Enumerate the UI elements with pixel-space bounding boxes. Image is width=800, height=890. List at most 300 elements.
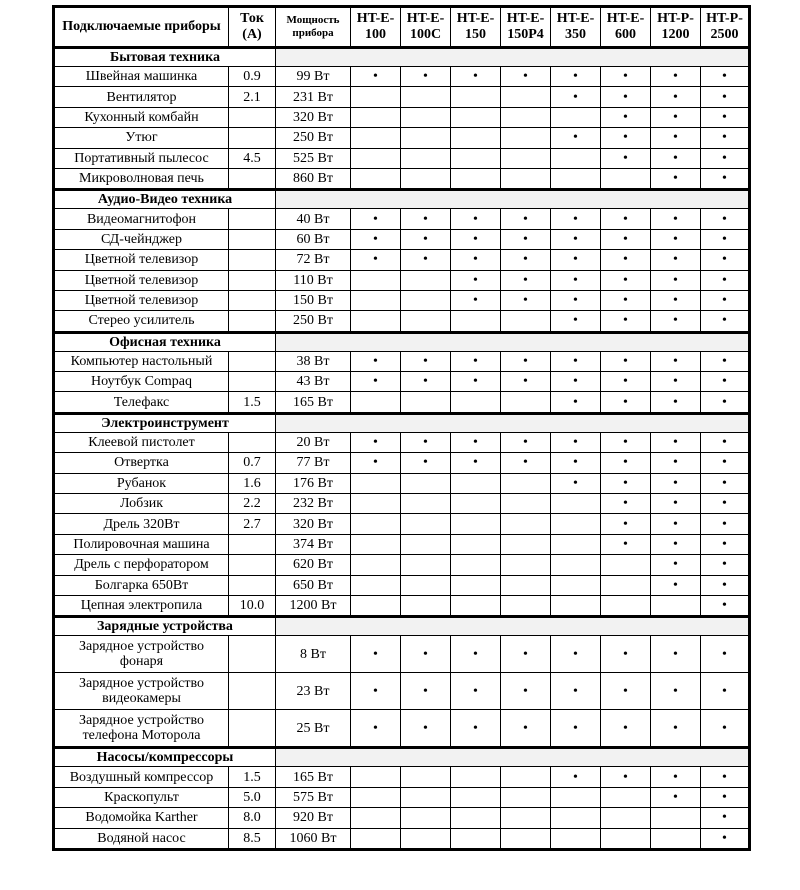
compat-cell-ht-e-350 [551,107,601,127]
compat-cell-ht-e-150 [451,107,501,127]
compat-cell-ht-e-100: • [351,67,401,87]
compat-cell-ht-e-150p4: • [501,67,551,87]
section-row [54,48,750,67]
compat-cell-ht-e-600: • [601,311,651,332]
current-value: 5.0 [229,787,276,807]
compat-cell-ht-e-350: • [551,67,601,87]
compat-cell-ht-p-2500: • [701,148,750,168]
current-value [229,128,276,148]
compat-cell-ht-p-2500: • [701,209,750,229]
device-name: Стерео усилитель [54,311,229,332]
compat-cell-ht-p-2500: • [701,250,750,270]
current-value: 0.9 [229,67,276,87]
compat-cell-ht-e-100: • [351,673,401,710]
compat-cell-ht-e-100 [351,595,401,616]
compat-cell-ht-e-150: • [451,290,501,310]
power-value: 25 Вт [276,710,351,748]
power-value: 20 Вт [276,432,351,452]
compat-cell-ht-e-100c: • [401,432,451,452]
compat-cell-ht-e-600 [601,808,651,828]
device-name: Краскопульт [54,787,229,807]
power-value: 110 Вт [276,270,351,290]
table-row [54,828,750,849]
current-value [229,432,276,452]
compat-cell-ht-e-350: • [551,351,601,371]
table-row [54,710,750,748]
compat-cell-ht-e-150 [451,311,501,332]
device-name: Цветной телевизор [54,250,229,270]
current-value: 8.0 [229,808,276,828]
compat-cell-ht-e-100c [401,808,451,828]
compat-cell-ht-e-100 [351,555,401,575]
compat-cell-ht-p-1200: • [651,148,701,168]
compat-cell-ht-e-150: • [451,372,501,392]
compat-cell-ht-e-150p4: • [501,453,551,473]
power-value: 99 Вт [276,67,351,87]
header-model-ht-e-100: HT-E- 100 [351,7,401,48]
compat-cell-ht-e-150p4: • [501,250,551,270]
current-value: 8.5 [229,828,276,849]
current-value: 2.1 [229,87,276,107]
compat-cell-ht-e-150p4 [501,494,551,514]
compat-cell-ht-e-600: • [601,270,651,290]
current-value: 2.2 [229,494,276,514]
table-row [54,168,750,189]
power-value: 8 Вт [276,636,351,673]
compat-cell-ht-e-150: • [451,636,501,673]
compat-cell-ht-e-350: • [551,128,601,148]
compat-cell-ht-p-1200 [651,808,701,828]
section-fill [276,748,750,767]
compat-cell-ht-e-100c [401,107,451,127]
compat-cell-ht-e-100 [351,87,401,107]
power-value: 165 Вт [276,767,351,787]
section-row [54,617,750,636]
section-title: Зарядные устройства [54,617,276,636]
compat-cell-ht-e-100 [351,128,401,148]
compat-cell-ht-e-100c [401,767,451,787]
compat-cell-ht-e-600: • [601,767,651,787]
power-value: 575 Вт [276,787,351,807]
section-fill [276,413,750,432]
compat-cell-ht-e-350: • [551,209,601,229]
power-value: 232 Вт [276,494,351,514]
device-name: Лобзик [54,494,229,514]
compat-cell-ht-e-100c: • [401,229,451,249]
compat-cell-ht-e-350 [551,148,601,168]
device-name: Вентилятор [54,87,229,107]
current-value: 2.7 [229,514,276,534]
compat-cell-ht-e-100 [351,148,401,168]
compat-cell-ht-p-1200: • [651,209,701,229]
current-value: 0.7 [229,453,276,473]
compat-cell-ht-p-1200: • [651,787,701,807]
section-row [54,332,750,351]
compat-cell-ht-p-2500: • [701,168,750,189]
current-value [229,555,276,575]
compat-cell-ht-p-2500: • [701,534,750,554]
compat-cell-ht-e-600: • [601,107,651,127]
compat-cell-ht-e-150: • [451,270,501,290]
compat-cell-ht-e-350: • [551,453,601,473]
device-name: Воздушный компрессор [54,767,229,787]
compat-cell-ht-p-2500: • [701,270,750,290]
device-name: Дрель 320Вт [54,514,229,534]
compat-cell-ht-e-150 [451,148,501,168]
compat-cell-ht-e-350: • [551,392,601,413]
compat-cell-ht-e-350 [551,555,601,575]
table-row [54,229,750,249]
compat-cell-ht-e-150p4: • [501,351,551,371]
compat-cell-ht-e-150p4: • [501,636,551,673]
compat-cell-ht-p-2500: • [701,87,750,107]
compat-cell-ht-e-100c [401,148,451,168]
header-current: Ток (А) [229,7,276,48]
compat-cell-ht-e-150 [451,828,501,849]
compat-cell-ht-p-2500: • [701,636,750,673]
compat-cell-ht-e-100c [401,595,451,616]
power-value: 23 Вт [276,673,351,710]
section-row [54,413,750,432]
compat-cell-ht-e-150 [451,534,501,554]
compat-cell-ht-e-600 [601,787,651,807]
compat-cell-ht-p-1200 [651,595,701,616]
compat-cell-ht-e-100 [351,270,401,290]
compat-cell-ht-e-600: • [601,432,651,452]
compat-cell-ht-e-150 [451,787,501,807]
table-row [54,107,750,127]
table-row [54,67,750,87]
compat-cell-ht-e-350 [551,787,601,807]
header-model-ht-e-100c: HT-E- 100C [401,7,451,48]
power-value: 150 Вт [276,290,351,310]
table-row [54,453,750,473]
compat-cell-ht-e-100 [351,828,401,849]
compat-cell-ht-e-100: • [351,250,401,270]
power-value: 320 Вт [276,107,351,127]
compat-cell-ht-e-100 [351,392,401,413]
compat-cell-ht-e-150p4: • [501,710,551,748]
compat-cell-ht-e-100 [351,767,401,787]
compat-cell-ht-e-100c [401,473,451,493]
compat-cell-ht-e-150 [451,595,501,616]
compat-cell-ht-e-600: • [601,636,651,673]
compat-cell-ht-e-150p4 [501,311,551,332]
compat-cell-ht-e-150 [451,767,501,787]
compat-cell-ht-e-600: • [601,710,651,748]
compat-cell-ht-e-600: • [601,67,651,87]
section-title: Электроинструмент [54,413,276,432]
current-value: 1.5 [229,767,276,787]
table-row [54,575,750,595]
compat-cell-ht-e-350 [551,595,601,616]
compat-cell-ht-e-600: • [601,473,651,493]
compat-cell-ht-p-1200: • [651,534,701,554]
compat-cell-ht-e-600: • [601,290,651,310]
compat-cell-ht-e-150p4 [501,575,551,595]
compat-cell-ht-p-1200: • [651,351,701,371]
compat-cell-ht-e-100 [351,575,401,595]
compat-cell-ht-e-150: • [451,67,501,87]
compat-cell-ht-e-150p4 [501,87,551,107]
compat-cell-ht-e-100 [351,534,401,554]
compat-cell-ht-p-1200: • [651,673,701,710]
compat-cell-ht-e-600: • [601,351,651,371]
compat-cell-ht-p-2500: • [701,128,750,148]
compat-cell-ht-e-100c [401,828,451,849]
table-row [54,290,750,310]
compat-cell-ht-e-350: • [551,767,601,787]
compat-cell-ht-p-2500: • [701,229,750,249]
compat-cell-ht-p-1200: • [651,168,701,189]
table-header [54,7,750,48]
compat-cell-ht-e-100c: • [401,710,451,748]
compat-cell-ht-p-1200 [651,828,701,849]
compat-cell-ht-e-150p4 [501,595,551,616]
compat-cell-ht-e-100c [401,392,451,413]
power-value: 43 Вт [276,372,351,392]
compat-cell-ht-e-150p4 [501,148,551,168]
compat-cell-ht-e-150 [451,555,501,575]
power-value: 620 Вт [276,555,351,575]
compat-cell-ht-e-100c [401,270,451,290]
compat-cell-ht-e-350: • [551,311,601,332]
header-model-ht-e-350: HT-E- 350 [551,7,601,48]
device-name: Швейная машинка [54,67,229,87]
compat-cell-ht-e-350 [551,494,601,514]
compat-cell-ht-p-1200: • [651,128,701,148]
power-value: 525 Вт [276,148,351,168]
compat-cell-ht-e-100c [401,290,451,310]
compat-cell-ht-p-1200: • [651,229,701,249]
compat-cell-ht-p-2500: • [701,575,750,595]
compat-cell-ht-p-1200: • [651,87,701,107]
compat-cell-ht-e-150 [451,808,501,828]
power-value: 77 Вт [276,453,351,473]
compat-cell-ht-p-2500: • [701,555,750,575]
compatibility-table-wrapper [52,5,748,851]
power-value: 60 Вт [276,229,351,249]
device-name: Ноутбук Compaq [54,372,229,392]
compat-cell-ht-e-100c: • [401,67,451,87]
compat-cell-ht-p-2500: • [701,432,750,452]
compat-cell-ht-e-150p4 [501,555,551,575]
compat-cell-ht-e-350: • [551,87,601,107]
power-value: 860 Вт [276,168,351,189]
compat-cell-ht-e-100 [351,168,401,189]
current-value [229,636,276,673]
compat-cell-ht-p-1200: • [651,392,701,413]
power-value: 165 Вт [276,392,351,413]
compat-cell-ht-e-150: • [451,453,501,473]
table-row [54,351,750,371]
compat-cell-ht-e-150p4 [501,107,551,127]
compat-cell-ht-e-150 [451,128,501,148]
compat-cell-ht-e-150p4 [501,168,551,189]
compat-cell-ht-e-150p4 [501,534,551,554]
compat-cell-ht-p-2500: • [701,808,750,828]
compat-cell-ht-p-1200: • [651,575,701,595]
compat-cell-ht-p-1200: • [651,494,701,514]
device-name: Телефакс [54,392,229,413]
compat-cell-ht-e-350: • [551,372,601,392]
compat-cell-ht-p-2500: • [701,494,750,514]
compat-cell-ht-e-600: • [601,372,651,392]
current-value [229,250,276,270]
compat-cell-ht-e-350: • [551,270,601,290]
compat-cell-ht-e-100c [401,311,451,332]
compat-cell-ht-e-100c [401,514,451,534]
compat-cell-ht-p-2500: • [701,514,750,534]
table-row [54,432,750,452]
table-row [54,767,750,787]
table-row [54,250,750,270]
compat-cell-ht-p-2500: • [701,453,750,473]
compat-cell-ht-p-2500: • [701,290,750,310]
device-name: Утюг [54,128,229,148]
current-value [229,168,276,189]
compat-cell-ht-e-100c [401,87,451,107]
compat-cell-ht-e-350 [551,808,601,828]
power-value: 176 Вт [276,473,351,493]
compat-cell-ht-e-100c [401,494,451,514]
compat-cell-ht-e-600: • [601,534,651,554]
section-title: Офисная техника [54,332,276,351]
compat-cell-ht-e-350 [551,534,601,554]
compat-cell-ht-p-1200: • [651,767,701,787]
compat-cell-ht-e-150p4: • [501,209,551,229]
current-value [229,209,276,229]
section-row [54,748,750,767]
compat-cell-ht-e-100c [401,555,451,575]
device-name: Водомойка Karther [54,808,229,828]
device-name: Рубанок [54,473,229,493]
section-row [54,190,750,209]
compat-cell-ht-e-100c [401,534,451,554]
compat-cell-ht-e-150p4: • [501,290,551,310]
compat-cell-ht-e-100c: • [401,209,451,229]
device-name: Зарядное устройство фонаря [54,636,229,673]
compat-cell-ht-e-600: • [601,514,651,534]
table-row [54,473,750,493]
current-value: 4.5 [229,148,276,168]
compat-cell-ht-p-2500: • [701,351,750,371]
compat-cell-ht-p-2500: • [701,372,750,392]
compat-cell-ht-e-350 [551,575,601,595]
device-name: Зарядное устройство телефона Моторола [54,710,229,748]
compat-cell-ht-e-150 [451,514,501,534]
table-row [54,555,750,575]
device-name: Полировочная машина [54,534,229,554]
compat-cell-ht-e-150p4: • [501,372,551,392]
compat-cell-ht-e-150: • [451,351,501,371]
current-value [229,673,276,710]
compat-cell-ht-e-150: • [451,710,501,748]
header-model-ht-e-150p4: HT-E- 150P4 [501,7,551,48]
compat-cell-ht-e-100c [401,128,451,148]
compat-cell-ht-e-600 [601,575,651,595]
compat-cell-ht-p-2500: • [701,673,750,710]
device-name: Видеомагнитофон [54,209,229,229]
compat-cell-ht-p-2500: • [701,392,750,413]
device-name: Кухонный комбайн [54,107,229,127]
current-value [229,372,276,392]
table-row [54,534,750,554]
compat-cell-ht-e-150p4 [501,473,551,493]
device-name: Болгарка 650Вт [54,575,229,595]
compat-cell-ht-p-2500: • [701,710,750,748]
compat-cell-ht-e-100c: • [401,372,451,392]
table-row [54,494,750,514]
compat-cell-ht-e-600: • [601,148,651,168]
header-model-ht-p-1200: HT-P- 1200 [651,7,701,48]
compat-cell-ht-e-100: • [351,351,401,371]
power-value: 1060 Вт [276,828,351,849]
compat-cell-ht-p-2500: • [701,595,750,616]
device-name: Портативный пылесос [54,148,229,168]
current-value [229,270,276,290]
compat-cell-ht-e-600: • [601,250,651,270]
compat-cell-ht-e-600: • [601,673,651,710]
compat-cell-ht-e-350: • [551,673,601,710]
compat-cell-ht-p-1200: • [651,473,701,493]
header-row [54,7,750,48]
compat-cell-ht-p-2500: • [701,787,750,807]
compat-cell-ht-p-2500: • [701,473,750,493]
compat-cell-ht-p-1200: • [651,67,701,87]
compat-cell-ht-p-1200: • [651,270,701,290]
compat-cell-ht-e-100 [351,514,401,534]
header-power: Мощность прибора [276,7,351,48]
compat-cell-ht-e-100: • [351,636,401,673]
current-value [229,229,276,249]
device-name: Микроволновая печь [54,168,229,189]
current-value [229,290,276,310]
device-name: Дрель с перфоратором [54,555,229,575]
power-value: 231 Вт [276,87,351,107]
compat-cell-ht-p-1200: • [651,250,701,270]
compat-cell-ht-p-2500: • [701,828,750,849]
device-name: Цепная электропила [54,595,229,616]
power-value: 72 Вт [276,250,351,270]
compat-cell-ht-e-150p4 [501,787,551,807]
compat-cell-ht-e-150p4: • [501,673,551,710]
compat-cell-ht-p-1200: • [651,636,701,673]
compat-cell-ht-e-100: • [351,710,401,748]
compat-cell-ht-e-100 [351,290,401,310]
compat-cell-ht-p-1200: • [651,710,701,748]
compat-cell-ht-p-2500: • [701,767,750,787]
table-row [54,673,750,710]
compat-cell-ht-e-350 [551,168,601,189]
header-device: Подключаемые приборы [54,7,229,48]
compat-cell-ht-e-100 [351,494,401,514]
current-value [229,311,276,332]
compat-cell-ht-e-150p4: • [501,432,551,452]
compat-cell-ht-e-100c: • [401,250,451,270]
compat-cell-ht-e-150p4 [501,514,551,534]
table-row [54,808,750,828]
current-value: 1.5 [229,392,276,413]
compatibility-table [52,5,751,851]
compat-cell-ht-e-150p4 [501,828,551,849]
compat-cell-ht-e-600: • [601,229,651,249]
device-name: Цветной телевизор [54,290,229,310]
table-row [54,128,750,148]
compat-cell-ht-p-1200: • [651,372,701,392]
compat-cell-ht-e-150p4: • [501,229,551,249]
section-title: Аудио-Видео техника [54,190,276,209]
